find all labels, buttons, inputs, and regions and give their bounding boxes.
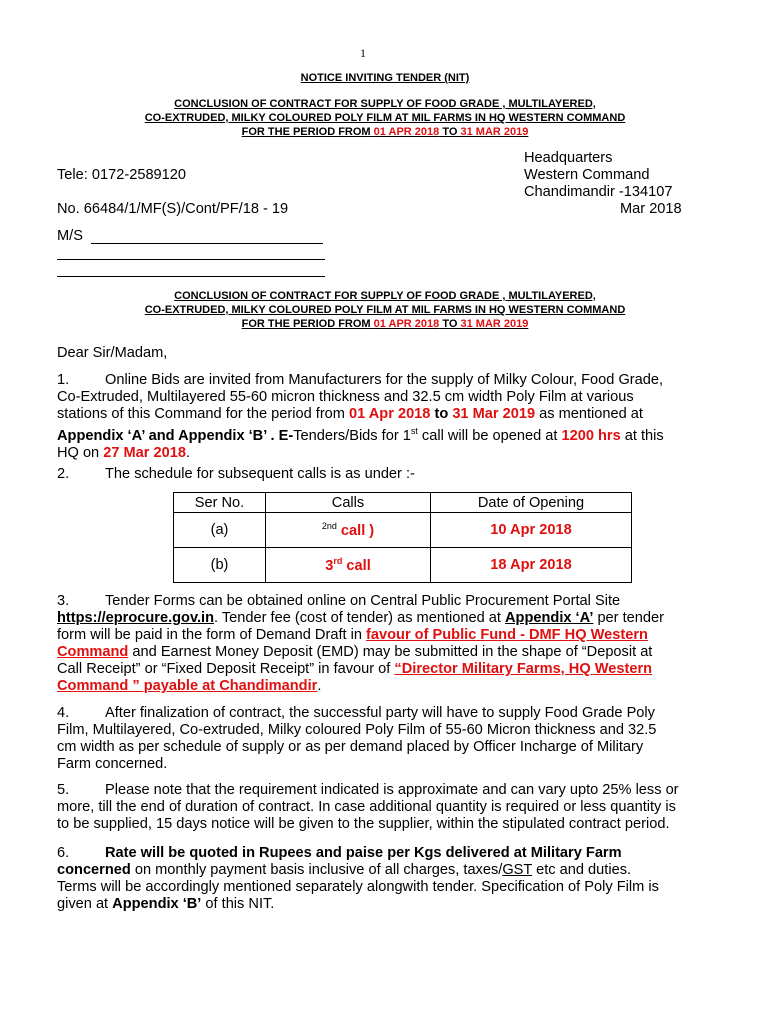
header-line-1: CONCLUSION OF CONTRACT FOR SUPPLY OF FOOD GRADE , MULTILAYERED, (174, 98, 596, 110)
address-hq: Headquarters (524, 150, 613, 166)
paragraph-2: 2. The schedule for subsequent calls is as under :- (57, 466, 415, 482)
address-location: Chandimandir -134107 (524, 184, 673, 200)
telephone: Tele: 0172-2589120 (57, 167, 187, 183)
letter-date: Mar 2018 (620, 201, 682, 217)
salutation: Dear Sir/Madam, (57, 345, 168, 361)
header-ser-no: Ser No. (174, 493, 266, 513)
ms-blank-line-3 (57, 276, 325, 277)
nit-title: NOTICE INVITING TENDER (NIT) (300, 72, 470, 84)
header-line-3: FOR THE PERIOD FROM 01 APR 2018 TO 31 MAR 2019 (241, 126, 529, 138)
ms-blank-line-2 (57, 259, 325, 260)
schedule-row: (b) 3rd call 18 Apr 2018 (174, 548, 632, 583)
paragraph-1: 1. Online Bids are invited from Manufacturers for the supply of Milky Colour, Food Grade, Co-Extruded, Multilayered 55-60 micron thickness and 32.5 cm width Poly Film at various stations of this Command for the period from 01 Apr 2018 to 31 Mar 2019 as mentioned at Appendix ‘A’ and Appendix ‘B’ . E-Tenders/Bids for 1st call will be opened at 1200 hrs at this HQ on 27 Mar 2018. (57, 372, 664, 461)
page-number: 1 (360, 46, 366, 60)
paragraph-3: 3. Tender Forms can be obtained online on Central Public Procurement Portal Site https://eprocure.gov.in. Tender fee (cost of tender) as mentioned at Appendix ‘A’ per tender form will be paid in the form of Demand Draft in favour of Public Fund - DMF HQ Western Command and Earnest Money Deposit (EMD) may be submitted in the shape of “Deposit at Call Receipt” or “Fixed Deposit Receipt” in favour of “Director Military Farms, HQ Western Command ” payable at Chandimandir. (57, 593, 664, 694)
eprocure-link[interactable]: https://eprocure.gov.in (57, 610, 215, 626)
subject-line-3: FOR THE PERIOD FROM 01 APR 2018 TO 31 MAR 2019 (241, 318, 529, 330)
paragraph-6: 6. Rate will be quoted in Rupees and paise per Kgs delivered at Military Farm concerned on monthly payment basis inclusive of all charges, taxes/GST etc and duties. Terms will be accordingly mentioned separately alongwith tender. Specification of Poly Film is given at Appendix ‘B’ of this NIT. (57, 845, 659, 912)
ms-label: M/S (57, 228, 83, 244)
schedule-table (173, 492, 632, 583)
header-date-to: 31 MAR 2019 (460, 126, 529, 138)
address-command: Western Command (524, 167, 650, 183)
subject-line-1: CONCLUSION OF CONTRACT FOR SUPPLY OF FOOD GRADE , MULTILAYERED, (174, 290, 596, 302)
header-date-of-opening: Date of Opening (431, 493, 632, 513)
header-calls: Calls (266, 493, 431, 513)
paragraph-4: 4. After finalization of contract, the successful party will have to supply Food Grade Poly Film, Multilayered, Co-extruded, Milky coloured Poly Film of 55-60 Micron thickness and 32.5 cm width as per schedule of supply or as per demand placed by Officer Incharge of Military Farm concerned. (57, 705, 657, 772)
paragraph-5: 5. Please note that the requirement indicated is approximate and can vary upto 25% less or more, till the end of duration of contract. In case additional quantity is required or less quantity is to be supplied, 15 days notice will be given to the supplier, within the stipulated contract period. (57, 782, 679, 832)
ms-blank-line-1 (91, 243, 323, 244)
header-line-2: CO-EXTRUDED, MILKY COLOURED POLY FILM AT MIL FARMS IN HQ WESTERN COMMAND (144, 112, 626, 124)
subject-line-2: CO-EXTRUDED, MILKY COLOURED POLY FILM AT MIL FARMS IN HQ WESTERN COMMAND (144, 304, 626, 316)
schedule-header-row (174, 493, 632, 513)
reference-number: No. 66484/1/MF(S)/Cont/PF/18 - 19 (57, 201, 289, 217)
header-date-from: 01 APR 2018 (373, 126, 440, 138)
schedule-row: (a) $^{2nd}$ call ) 10 Apr 2018 (174, 513, 632, 548)
